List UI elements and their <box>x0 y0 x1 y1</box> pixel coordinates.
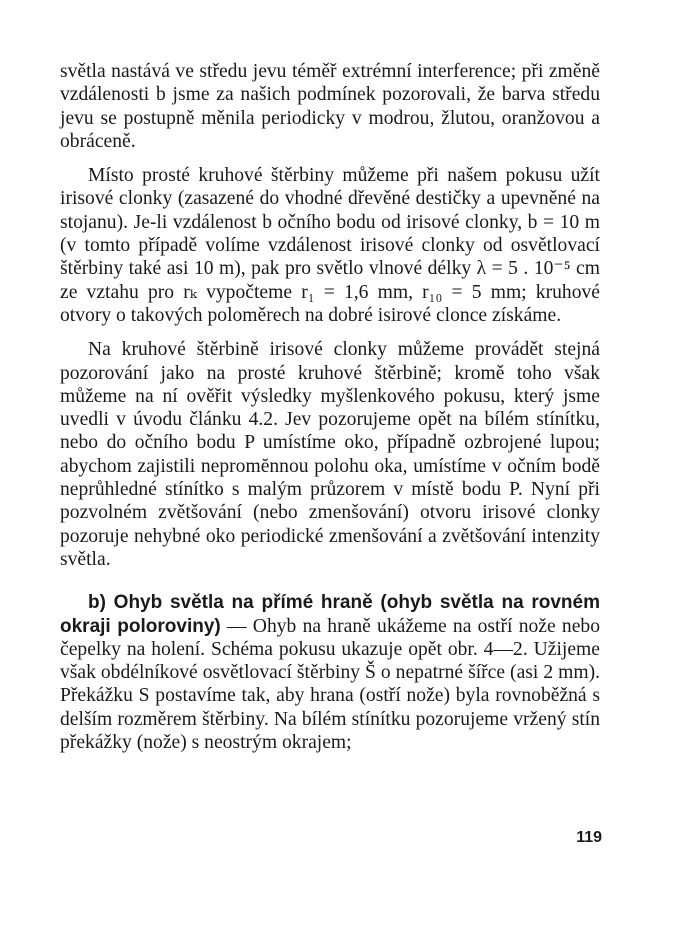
paragraph-2: Místo prosté kruhové štěrbiny můžeme při našem pokusu užít irisové clonky (zasazené do vhodné dřevěné destičky a upevněné na stojanu). Je-li vzdálenost b očního bodu od irisové clonky, b = 10 m (v tomto případě volíme vzdálenost irisové clonky od osvětlovací štěrbiny také asi 10 m), pak pro světlo vlnové délky λ = 5 . 10⁻⁵ cm ze vztahu pro rₖ vypočteme r₁ = 1,6 mm, r₁₀ = 5 mm; kruhové otvory o takových poloměrech na dobré isirové clonce získáme. <box>60 165 600 326</box>
page-content <box>60 60 600 754</box>
section-b-paragraph <box>60 591 600 754</box>
paragraph-3: Na kruhové štěrbině irisové clonky můžeme provádět stejná pozorování jako na prosté kruhové štěrbině; kromě toho však můžeme na ní ověřit výsledky myšlenkového pokusu, který jsme uvedli v úvodu článku 4.2. Jev pozorujeme opět na bílém stínítku, nebo do očního bodu P umístíme oko, případně ozbrojené lupou; abychom zajistili nepromĕnnou polohu oka, umístíme v očním bodě neprůhledné stínítko s malým průzorem v místě bodu P. Nyní při pozvolném zvětšování (nebo zmenšování) otvoru irisové clonky pozoruje nehybné oko periodické zmenšování a zvětšování intenzity světla. <box>60 339 600 570</box>
paragraph-1: světla nastává ve středu jevu téměř extrémní interference; při změně vzdálenosti b jsme za našich podmínek pozorovali, že barva středu jevu se postupně měnila periodicky v modrou, žlutou, oranžovou a obráceně. <box>60 61 600 152</box>
section-heading: b) Ohyb světla na přímé hraně (ohyb světla na rovném okraji poloroviny) <box>60 592 600 637</box>
section-body: — Ohyb na hraně ukážeme na ostří nože nebo čepelky na holení. Schéma pokusu ukazuje opět obr. 4—2. Užijeme však obdélníkové osvětlovací štěrbiny Š o nepatrné šířce (asi 2 mm). Překážku S postavíme tak, aby hrana (ostří nože) byla rovnoběžná s delším rozměrem štěrbiny. Na bílém stínítku pozorujeme vržený stín překážky (nože) s neostrým okrajem; <box>60 615 600 754</box>
page-number: 119 <box>576 829 602 846</box>
